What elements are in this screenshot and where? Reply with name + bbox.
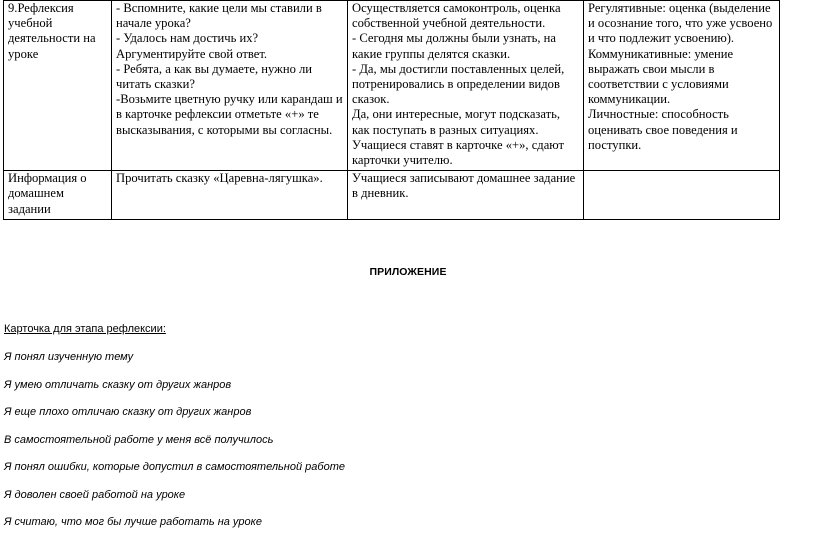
uud-cell xyxy=(584,171,780,220)
student-activity-cell: Учащиеся записывают домашнее задание в дневник. xyxy=(348,171,584,220)
stage-cell: 9.Рефлексия учебной деятельности на уроке xyxy=(4,1,112,171)
table-row xyxy=(4,171,780,220)
reflection-card-title: Карточка для этапа рефлексии: xyxy=(4,323,166,335)
lesson-stages-table xyxy=(3,0,780,220)
teacher-activity-cell: Прочитать сказку «Царевна-лягушка». xyxy=(112,171,348,220)
reflection-statement: Я еще плохо отличаю сказку от других жанров xyxy=(4,406,252,418)
reflection-statement: Я доволен своей работой на уроке xyxy=(4,489,186,501)
teacher-activity-cell: - Вспомните, какие цели мы ставили в начале урока? - Удалось нам достичь их? Аргументируйте свой ответ. - Ребята, а как вы думаете, нужно ли читать сказки? -Возьмите цветную ручку или карандаш и в карточке рефлексии отметьте «+» те высказывания, с которыми вы согласны. xyxy=(112,1,348,171)
student-activity-cell: Осуществляется самоконтроль, оценка собственной учебной деятельности. - Сегодня мы должны были узнать, на какие группы делятся сказки. - Да, мы достигли поставленных целей, потренировались в определении видов сказок. Да, они интересные, могут подсказать, как поступать в разных ситуациях. Учащиеся ставят в карточке «+», сдают карточки учителю. xyxy=(348,1,584,171)
reflection-statement: Я умею отличать сказку от других жанров xyxy=(4,379,232,391)
reflection-statement: Я понял изученную тему xyxy=(4,351,134,363)
reflection-statement: В самостоятельной работе у меня всё получилось xyxy=(4,434,274,446)
uud-cell: Регулятивные: оценка (выделение и осознание того, что уже усвоено и что подлежит усвоению). Коммуникативные: умение выражать свои мысли в соответствии с условиями коммуникации. Личностные: способность оценивать свое поведения и поступки. xyxy=(584,1,780,171)
table-row xyxy=(4,1,780,171)
appendix-title: ПРИЛОЖЕНИЕ xyxy=(369,266,447,278)
reflection-statement: Я понял ошибки, которые допустил в самостоятельной работе xyxy=(4,461,345,473)
reflection-statement: Я считаю, что мог бы лучше работать на уроке xyxy=(4,516,262,528)
stage-cell: Информация о домашнем задании xyxy=(4,171,112,220)
